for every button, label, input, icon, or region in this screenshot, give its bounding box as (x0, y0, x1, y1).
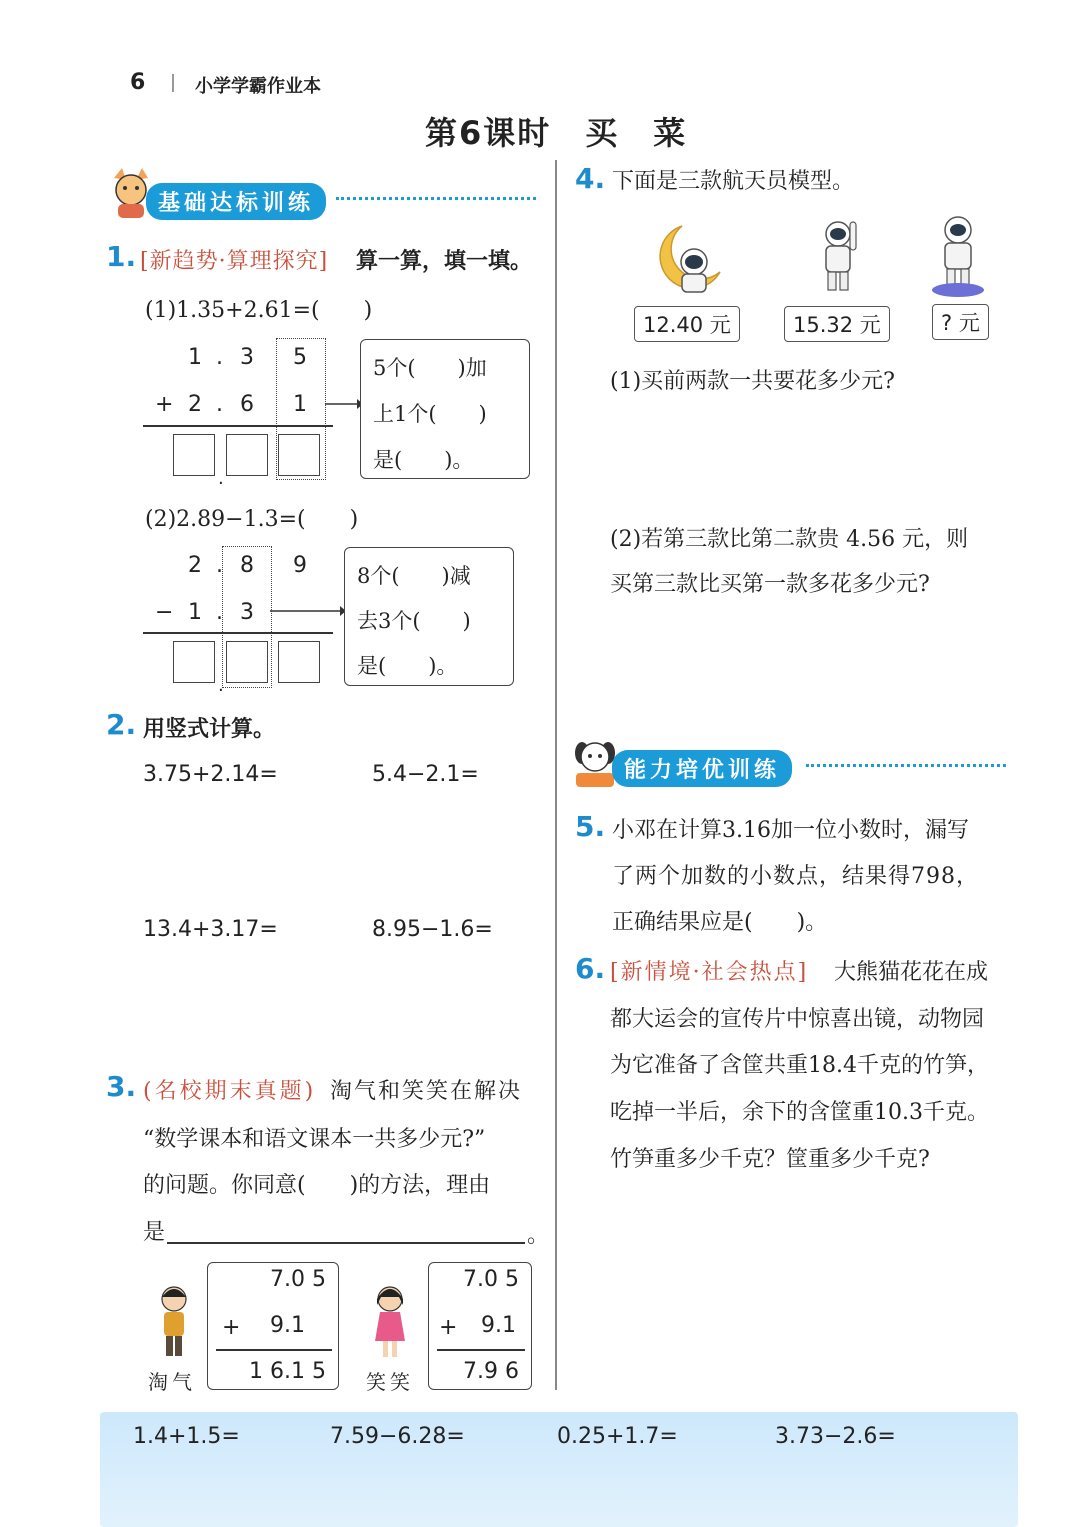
q2-text: 用竖式计算。 (143, 717, 276, 742)
q1p1-digit: 6 (240, 392, 254, 417)
taoqi-calc-box (207, 1262, 339, 1390)
q1p2-digit: 8 (240, 553, 254, 578)
xiaoxiao-calc-box (428, 1262, 532, 1390)
q1p2-minus: − (155, 600, 174, 625)
xiaoxiao-b: 9.1 (481, 1313, 516, 1338)
q1p1-explain-box (360, 339, 530, 479)
banner-dots (806, 764, 1006, 767)
q2-item: 5.4−2.1= (372, 762, 479, 787)
q1p1-answer-box[interactable] (173, 434, 215, 476)
footer-item: 7.59−6.28= (330, 1424, 465, 1449)
q3-number: 3. (106, 1070, 137, 1103)
taoqi-name: 淘气 (148, 1370, 196, 1394)
q4-sub1: (1)买前两款一共要花多少元? (610, 369, 895, 394)
xiaoxiao-sum-line (437, 1349, 525, 1351)
explain-line: 去3个( ) (357, 609, 471, 633)
q2-item: 8.95−1.6= (372, 917, 493, 942)
q4-number: 4. (575, 162, 606, 195)
q1p2-answer-box[interactable] (278, 641, 320, 683)
q4-text: 下面是三款航天员模型。 (612, 169, 855, 194)
q3-line: 是 (143, 1220, 166, 1245)
q5-number: 5. (575, 810, 606, 843)
girl-xiaoxiao-icon (372, 1285, 408, 1363)
q1p1-digit: 3 (240, 345, 254, 370)
reason-answer-line[interactable] (167, 1242, 525, 1244)
q1p2-answer-box[interactable] (226, 641, 268, 683)
taoqi-sum-line (216, 1349, 332, 1351)
xiaoxiao-result: 7.9 6 (463, 1359, 519, 1384)
book-title: 小学学霸作业本 (195, 76, 321, 97)
q1p1-answer-point: . (218, 468, 224, 489)
lesson-title: 第6课时 买 菜 (425, 114, 688, 152)
q1-text: 算一算，填一填。 (356, 249, 533, 274)
q5-line: 小邓在计算3.16加一位小数时，漏写 (612, 818, 969, 843)
q1p2-digit: 9 (293, 553, 307, 578)
footer-item: 3.73−2.6= (775, 1424, 896, 1449)
q5-line: 了两个加数的小数点，结果得798， (612, 864, 979, 889)
section-banner-basic: 基础达标训练 (146, 183, 326, 220)
section-banner-advanced: 能力培优训练 (612, 750, 792, 787)
astronaut-moon-icon (652, 222, 724, 302)
footer-item: 1.4+1.5= (133, 1424, 240, 1449)
q1p1-point: . (216, 345, 223, 370)
price-tag: ? 元 (932, 304, 989, 340)
xiaoxiao-a: 7.0 5 (463, 1267, 519, 1292)
q1p2-point: . (216, 600, 223, 625)
q6-line: 大熊猫花花在成 (834, 960, 989, 985)
explain-line: 8个( )减 (357, 564, 471, 588)
q1-part2-label: (2)2.89−1.3=( ) (145, 507, 359, 532)
q2-item: 13.4+3.17= (143, 917, 278, 942)
q1p1-digit: 2 (188, 392, 202, 417)
footer-item: 0.25+1.7= (557, 1424, 678, 1449)
q1-number: 1. (106, 240, 137, 273)
q1p2-digit: 3 (240, 600, 254, 625)
q6-number: 6. (575, 952, 606, 985)
q6-tag: [新情境·社会热点] (610, 960, 809, 985)
banner-dots (336, 197, 536, 200)
arrow-icon (325, 396, 363, 415)
q3-line: “数学课本和语文课本一共多少元?” (143, 1127, 486, 1152)
q1p1-answer-box[interactable] (226, 434, 268, 476)
column-divider (555, 160, 557, 1390)
taoqi-a: 7.0 5 (270, 1267, 326, 1292)
q4-sub2-line: 买第三款比买第一款多花多少元? (610, 572, 930, 597)
q6-line: 竹笋重多少千克？筐重多少千克? (610, 1147, 930, 1172)
q1p1-sum-line (143, 425, 333, 427)
taoqi-op: + (222, 1315, 241, 1340)
header-divider (172, 74, 174, 92)
xiaoxiao-op: + (439, 1315, 458, 1340)
q6-line: 吃掉一半后，余下的含筐重10.3千克。 (610, 1100, 989, 1125)
explain-line: 5个( )加 (373, 356, 487, 380)
q1p2-digit: 2 (188, 553, 202, 578)
q3-line: 淘气和笑笑在解决 (330, 1079, 523, 1104)
arrow-icon (270, 603, 346, 622)
q1p2-digit: 1 (188, 600, 202, 625)
q1p1-point: . (216, 392, 223, 417)
q1p1-digit: 1 (188, 345, 202, 370)
q1p2-point: . (216, 553, 223, 578)
xiaoxiao-name: 笑笑 (366, 1370, 414, 1394)
q1p2-explain-box (344, 547, 514, 686)
q1p1-answer-box[interactable] (278, 434, 320, 476)
page-number: 6 (130, 70, 146, 95)
taoqi-result: 1 6.1 5 (249, 1359, 326, 1384)
explain-line: 上1个( ) (373, 402, 487, 426)
q6-line: 为它准备了含筐共重18.4千克的竹笋， (610, 1053, 989, 1078)
q3-tag: (名校期末真题) (143, 1079, 317, 1104)
q1p1-digit: 1 (293, 392, 307, 417)
q1p2-answer-box[interactable] (173, 641, 215, 683)
price-tag: 15.32 元 (784, 306, 890, 342)
boy-taoqi-icon (158, 1285, 190, 1363)
q1p2-diff-line (143, 632, 333, 634)
astronaut-waving-icon (816, 218, 860, 298)
q6-line: 都大运会的宣传片中惊喜出镜，动物园 (610, 1007, 985, 1032)
taoqi-b: 9.1 (270, 1313, 305, 1338)
q2-item: 3.75+2.14= (143, 762, 278, 787)
q2-number: 2. (106, 708, 137, 741)
q1-tag: [新趋势·算理探究] (140, 249, 329, 274)
q1p1-digit: 5 (293, 345, 307, 370)
q5-line: 正确结果应是( )。 (612, 910, 828, 935)
q4-sub2-line: (2)若第三款比第二款贵 4.56 元，则 (610, 527, 969, 552)
q1p1-plus: + (155, 392, 174, 417)
price-tag: 12.40 元 (634, 306, 740, 342)
q3-line: 的问题。你同意( )的方法，理由 (143, 1173, 491, 1198)
explain-line: 是( )。 (357, 654, 458, 678)
q1-part1-label: (1)1.35+2.61=( ) (145, 298, 373, 323)
astronaut-planet-icon (930, 214, 986, 302)
explain-line: 是( )。 (373, 448, 474, 472)
q3-end: 。 (527, 1223, 550, 1248)
q1p2-answer-point: . (218, 675, 224, 696)
footer-practice-strip (100, 1412, 1018, 1527)
